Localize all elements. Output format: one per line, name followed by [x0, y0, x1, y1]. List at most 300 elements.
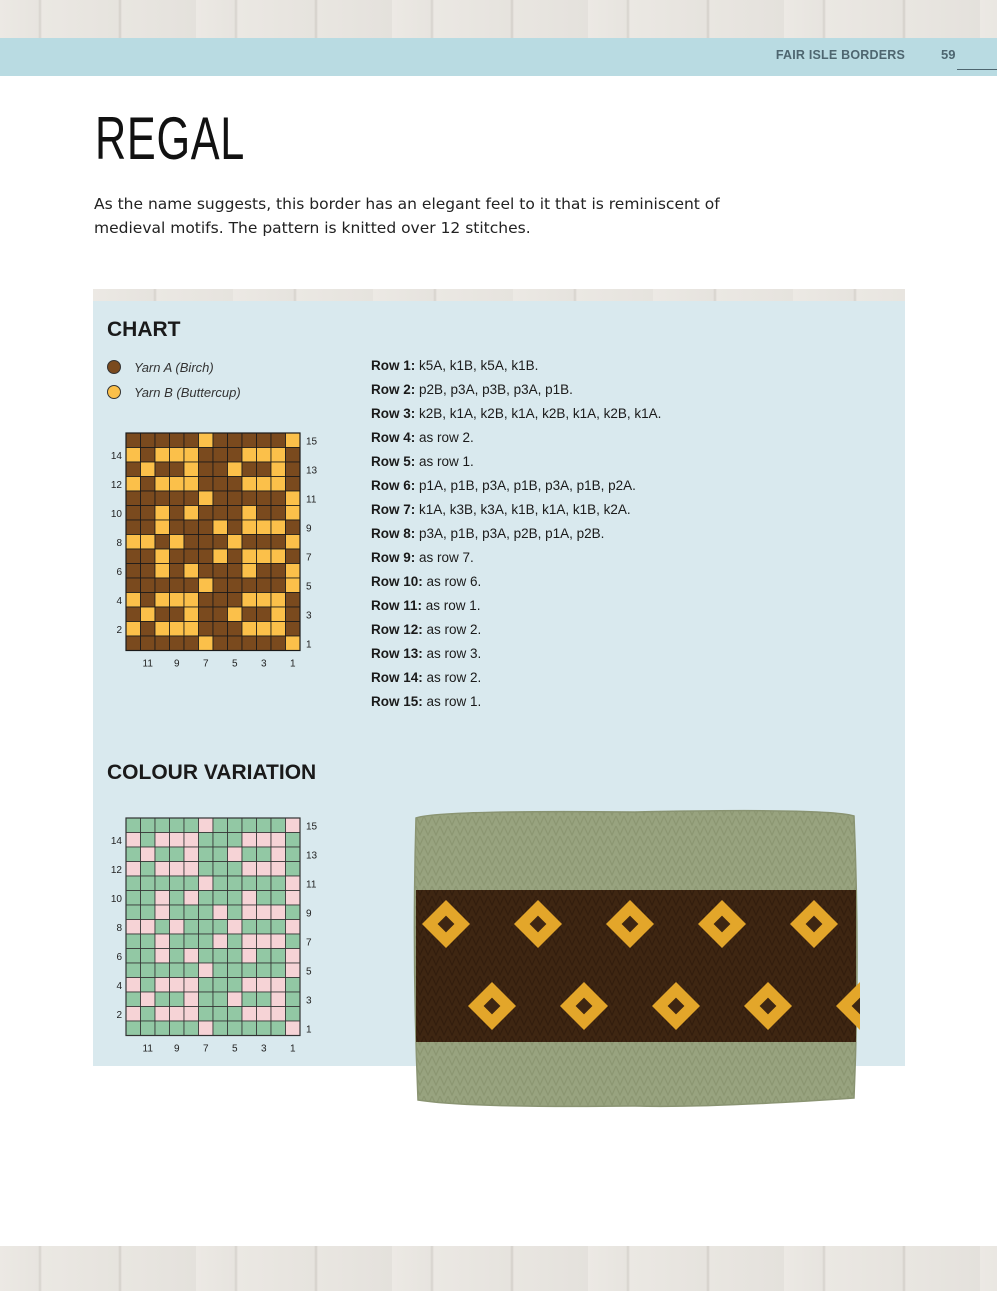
chart-cell [271, 891, 286, 906]
chart-cell [228, 949, 243, 964]
chart-cell [170, 593, 185, 608]
chart-cell [228, 636, 243, 651]
chart-cell [228, 992, 243, 1007]
chart-cell [271, 448, 286, 463]
row-text: as row 7. [419, 550, 474, 565]
knitted-swatch-photo [408, 806, 860, 1110]
chart-cell [184, 433, 199, 448]
chart-cell [170, 535, 185, 550]
chart-cell [184, 833, 199, 848]
chart-cell [257, 905, 272, 920]
chart-cell [257, 578, 272, 593]
chart-cell [170, 862, 185, 877]
chart-cell [286, 833, 301, 848]
chart-cell [170, 448, 185, 463]
row-text: as row 1. [426, 694, 482, 709]
chart-cell [257, 506, 272, 521]
chart-cell [257, 593, 272, 608]
chart-cell [184, 1007, 199, 1022]
chart-cell [257, 462, 272, 477]
chart-cell [155, 934, 170, 949]
chart-cell [199, 891, 214, 906]
chart-cell [141, 578, 156, 593]
chart-cell [257, 1007, 272, 1022]
chart-cell [155, 607, 170, 622]
chart-cell [228, 491, 243, 506]
chart-cell [170, 992, 185, 1007]
chart-cell [213, 847, 228, 862]
chart-cell [155, 622, 170, 637]
chart-cell [170, 978, 185, 993]
chart-cell [155, 992, 170, 1007]
row-instruction [371, 668, 661, 692]
chart-cell [199, 564, 214, 579]
row-instructions [371, 356, 661, 716]
chart-cell [228, 963, 243, 978]
chart-cell [257, 876, 272, 891]
chart-cell [286, 876, 301, 891]
chart-cell [126, 949, 141, 964]
row-instruction [371, 356, 661, 380]
row-number-label: 15 [306, 436, 318, 448]
row-instruction [371, 500, 661, 524]
row-number-label: 11 [306, 494, 317, 506]
chart-cell [199, 992, 214, 1007]
chart-cell [199, 862, 214, 877]
chart-cell [199, 963, 214, 978]
row-number-label: 7 [306, 552, 312, 564]
chart-cell [155, 549, 170, 564]
chart-cell [271, 905, 286, 920]
chart-cell [242, 862, 257, 877]
chart-cell [286, 949, 301, 964]
chart-cell [199, 847, 214, 862]
chart-cell [126, 934, 141, 949]
chart-cell [155, 978, 170, 993]
chart-cell [228, 477, 243, 492]
page-number: 59 [941, 47, 956, 62]
chart-cell [242, 847, 257, 862]
stitch-number-label: 11 [142, 1043, 153, 1055]
stitch-number-label: 9 [173, 658, 180, 670]
chart-cell [228, 818, 243, 833]
chart-cell [242, 491, 257, 506]
chart-cell [242, 462, 257, 477]
chart-cell [228, 549, 243, 564]
chart-cell [170, 934, 185, 949]
chart-cell [286, 491, 301, 506]
chart-cell [257, 862, 272, 877]
chart-cell [242, 636, 257, 651]
chart-cell [141, 636, 156, 651]
chart-cell [126, 920, 141, 935]
stitch-number-label: 3 [260, 1043, 267, 1055]
yarn-b-swatch-icon [107, 385, 121, 399]
stitch-number-label: 7 [202, 1043, 209, 1055]
row-text: as row 6. [426, 574, 482, 589]
intro-paragraph: As the name suggests, this border has an elegant feel to it that is reminiscent of medieval motifs. The pattern is knitted over 12 stitches. [94, 195, 720, 237]
chart-cell [170, 433, 185, 448]
chart-cell [141, 934, 156, 949]
chart-cell [199, 949, 214, 964]
chart-cell [271, 934, 286, 949]
chart-cell [242, 818, 257, 833]
chart-cell [126, 818, 141, 833]
chart-cell [271, 833, 286, 848]
chart-cell [184, 564, 199, 579]
stitch-number-label: 5 [231, 658, 238, 670]
chart-cell [228, 1021, 243, 1036]
chart-cell [141, 992, 156, 1007]
chart-cell [141, 847, 156, 862]
chart-cell [126, 578, 141, 593]
chart-cell [228, 622, 243, 637]
chart-cell [242, 978, 257, 993]
chart-cell [155, 891, 170, 906]
chart-cell [184, 520, 199, 535]
row-label: Row 13: [371, 646, 423, 661]
row-number-label: 14 [110, 450, 122, 462]
chart-cell [228, 934, 243, 949]
chart-cell [155, 833, 170, 848]
chart-cell [271, 520, 286, 535]
chart-cell [213, 491, 228, 506]
section-label: FAIR ISLE BORDERS [775, 48, 905, 62]
chart-cell [257, 920, 272, 935]
chart-cell [155, 593, 170, 608]
chart-cell [271, 1021, 286, 1036]
chart-cell [184, 462, 199, 477]
chart-cell [184, 491, 199, 506]
chart-cell [213, 949, 228, 964]
chart-cell [213, 520, 228, 535]
row-label: Row 8: [371, 526, 416, 541]
row-text: as row 2. [419, 430, 474, 445]
chart-cell [126, 847, 141, 862]
stitch-number-label: 1 [289, 1043, 296, 1055]
chart-heading: CHART [107, 318, 181, 341]
chart-cell [242, 1007, 257, 1022]
row-number-label: 1 [306, 639, 312, 651]
chart-cell [126, 462, 141, 477]
chart-cell [213, 992, 228, 1007]
chart-cell [184, 992, 199, 1007]
chart-cell [199, 433, 214, 448]
chart-cell [213, 891, 228, 906]
chart-cell [155, 448, 170, 463]
chart-cell [271, 1007, 286, 1022]
chart-cell [184, 891, 199, 906]
chart-cell [213, 477, 228, 492]
row-number-label: 5 [306, 966, 312, 978]
chart-cell [228, 876, 243, 891]
chart-cell [199, 607, 214, 622]
stitch-number-label: 3 [260, 658, 267, 670]
row-number-label: 4 [116, 595, 122, 607]
chart-cell [170, 607, 185, 622]
colour-variation-heading: COLOUR VARIATION [107, 761, 317, 784]
chart-cell [199, 934, 214, 949]
chart-cell [257, 636, 272, 651]
chart-cell [184, 876, 199, 891]
chart-cell [286, 593, 301, 608]
chart-cell [126, 607, 141, 622]
chart-cell [155, 818, 170, 833]
legend-item-yarn-a [107, 358, 214, 376]
row-instruction [371, 380, 661, 404]
chart-cell [213, 578, 228, 593]
chart-cell [213, 448, 228, 463]
row-number-label: 3 [306, 995, 312, 1007]
chart-cell [126, 1021, 141, 1036]
chart-cell [257, 491, 272, 506]
row-instruction [371, 644, 661, 668]
chart-cell [126, 535, 141, 550]
row-text: as row 2. [426, 622, 482, 637]
row-instruction [371, 548, 661, 572]
chart-cell [141, 1007, 156, 1022]
row-number-label: 6 [116, 566, 122, 578]
chart-cell [286, 862, 301, 877]
chart-cell [184, 818, 199, 833]
chart-cell [242, 549, 257, 564]
page-title: REGAL [95, 105, 246, 172]
chart-cell [271, 847, 286, 862]
row-number-label: 1 [306, 1024, 312, 1036]
chart-cell [257, 963, 272, 978]
chart-cell [184, 1021, 199, 1036]
chart-cell [126, 1007, 141, 1022]
chart-cell [155, 578, 170, 593]
chart-cell [184, 477, 199, 492]
chart-cell [170, 1021, 185, 1036]
row-instruction [371, 524, 661, 548]
row-label: Row 14: [371, 670, 423, 685]
chart-cell [155, 462, 170, 477]
chart-cell [184, 862, 199, 877]
chart-cell [199, 920, 214, 935]
row-number-label: 6 [116, 951, 122, 963]
chart-cell [170, 564, 185, 579]
legend-item-yarn-b [107, 383, 241, 401]
chart-cell [126, 862, 141, 877]
row-text: p3A, p1B, p3A, p2B, p1A, p2B. [419, 526, 605, 541]
chart-cell [257, 433, 272, 448]
chart-cell [126, 564, 141, 579]
chart-cell [126, 978, 141, 993]
chart-cell [242, 876, 257, 891]
chart-cell [228, 1007, 243, 1022]
chart-cell [170, 920, 185, 935]
stitch-number-label: 7 [202, 658, 209, 670]
chart-cell [170, 520, 185, 535]
chart-cell [170, 847, 185, 862]
chart-cell [155, 876, 170, 891]
chart-cell [228, 462, 243, 477]
chart-cell [141, 506, 156, 521]
chart-cell [184, 978, 199, 993]
chart-cell [126, 833, 141, 848]
chart-cell [228, 978, 243, 993]
chart-cell [126, 622, 141, 637]
chart-cell [257, 934, 272, 949]
chart-cell [170, 477, 185, 492]
chart-cell [213, 462, 228, 477]
chart-cell [170, 462, 185, 477]
chart-cell [184, 593, 199, 608]
chart-cell [199, 549, 214, 564]
chart-cell [213, 593, 228, 608]
chart-cell [141, 920, 156, 935]
row-label: Row 9: [371, 550, 416, 565]
panel-wood-strip [93, 289, 905, 301]
chart-cell [242, 920, 257, 935]
row-instruction [371, 428, 661, 452]
chart-cell [126, 905, 141, 920]
row-label: Row 7: [371, 502, 416, 517]
chart-cell [257, 477, 272, 492]
chart-cell [126, 593, 141, 608]
row-number-label: 4 [116, 980, 122, 992]
chart-cell [213, 978, 228, 993]
chart-cell [199, 578, 214, 593]
chart-cell [286, 847, 301, 862]
chart-cell [286, 934, 301, 949]
chart-cell [271, 462, 286, 477]
chart-cell [141, 876, 156, 891]
chart-cell [286, 978, 301, 993]
row-number-label: 10 [110, 893, 122, 905]
row-text: k5A, k1B, k5A, k1B. [419, 358, 539, 373]
chart-cell [155, 1021, 170, 1036]
chart-cell [213, 1021, 228, 1036]
chart-cell [213, 506, 228, 521]
chart-cell [184, 847, 199, 862]
chart-cell [170, 578, 185, 593]
row-number-label: 2 [116, 1009, 122, 1021]
chart-cell [199, 477, 214, 492]
chart-cell [242, 520, 257, 535]
chart-cell [141, 622, 156, 637]
chart-cell [184, 622, 199, 637]
chart-cell [184, 949, 199, 964]
chart-cell [141, 448, 156, 463]
chart-cell [184, 448, 199, 463]
chart-cell [286, 578, 301, 593]
chart-cell [286, 818, 301, 833]
chart-cell [155, 920, 170, 935]
row-text: k1A, k3B, k3A, k1B, k1A, k1B, k2A. [419, 502, 631, 517]
chart-cell [213, 862, 228, 877]
chart-cell [242, 891, 257, 906]
legend-label-yarn-a: Yarn A (Birch) [134, 359, 214, 375]
row-number-label: 12 [110, 864, 122, 876]
row-number-label: 13 [306, 850, 318, 862]
row-number-label: 2 [116, 624, 122, 636]
chart-cell [286, 607, 301, 622]
chart-cell [126, 992, 141, 1007]
row-number-label: 5 [306, 581, 312, 593]
chart-cell [126, 636, 141, 651]
chart-cell [170, 491, 185, 506]
chart-cell [257, 1021, 272, 1036]
chart-cell [271, 963, 286, 978]
chart-cell [286, 891, 301, 906]
row-label: Row 6: [371, 478, 416, 493]
chart-cell [228, 506, 243, 521]
chart-cell [271, 920, 286, 935]
chart-cell [141, 462, 156, 477]
chart-cell [155, 477, 170, 492]
chart-cell [170, 1007, 185, 1022]
chart-cell [242, 905, 257, 920]
chart-cell [141, 477, 156, 492]
chart-cell [213, 833, 228, 848]
chart-cell [213, 564, 228, 579]
chart-cell [242, 992, 257, 1007]
chart-cell [213, 1007, 228, 1022]
chart-cell [271, 477, 286, 492]
chart-cell [286, 636, 301, 651]
chart-cell [242, 934, 257, 949]
chart-cell [141, 891, 156, 906]
chart-cell [155, 905, 170, 920]
chart-cell [271, 818, 286, 833]
row-instruction [371, 620, 661, 644]
chart-cell [126, 549, 141, 564]
chart-cell [184, 934, 199, 949]
chart-cell [199, 448, 214, 463]
row-label: Row 3: [371, 406, 416, 421]
row-label: Row 10: [371, 574, 423, 589]
yarn-a-swatch-icon [107, 360, 121, 374]
chart-cell [271, 978, 286, 993]
chart-cell [286, 549, 301, 564]
row-number-label: 8 [116, 537, 122, 549]
chart-cell [126, 876, 141, 891]
chart-cell [213, 934, 228, 949]
chart-cell [170, 818, 185, 833]
chart-cell [126, 506, 141, 521]
chart-cell [228, 905, 243, 920]
chart-cell [286, 992, 301, 1007]
chart-cell [126, 491, 141, 506]
chart-cell [286, 1021, 301, 1036]
row-text: as row 2. [426, 670, 482, 685]
legend-label-yarn-b: Yarn B (Buttercup) [134, 384, 241, 400]
chart-cell [213, 920, 228, 935]
chart-cell [286, 433, 301, 448]
chart-cell [184, 905, 199, 920]
chart-cell [271, 862, 286, 877]
chart-cell [184, 636, 199, 651]
chart-cell [199, 506, 214, 521]
chart-cell [126, 520, 141, 535]
chart-cell [257, 607, 272, 622]
chart-cell [271, 992, 286, 1007]
chart-cell [228, 593, 243, 608]
chart-cell [228, 448, 243, 463]
chart-cell [257, 949, 272, 964]
chart-cell [199, 1007, 214, 1022]
chart-cell [141, 564, 156, 579]
chart-cell [213, 607, 228, 622]
stitch-number-label: 11 [142, 658, 153, 670]
chart-cell [228, 578, 243, 593]
row-number-label: 9 [306, 908, 312, 920]
chart-cell [286, 1007, 301, 1022]
chart-cell [141, 491, 156, 506]
